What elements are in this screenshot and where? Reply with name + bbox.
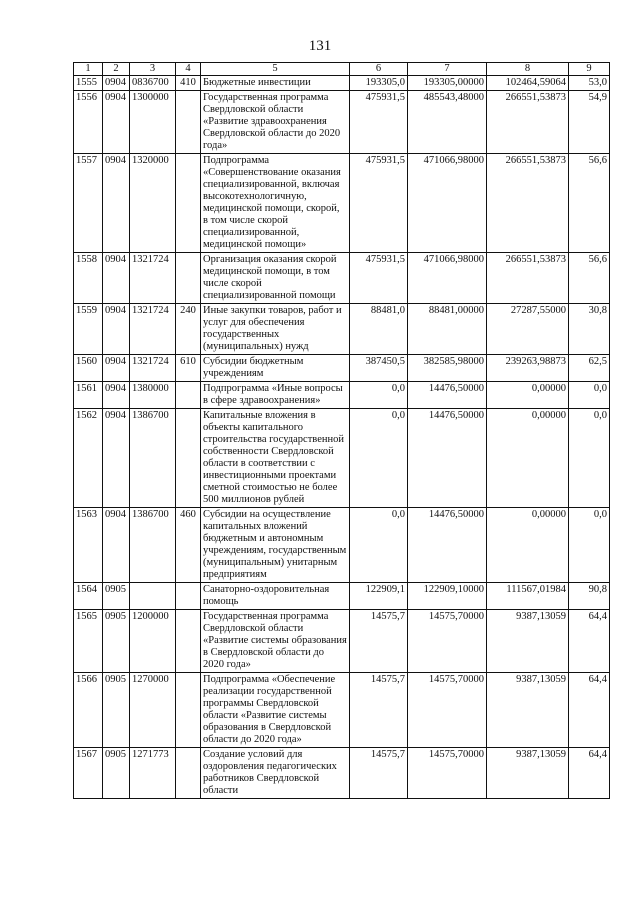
section-code-cell: 0904	[103, 382, 130, 409]
clarified-amount-cell: 14476,50000	[408, 382, 487, 409]
execution-percent-cell: 90,8	[569, 583, 610, 610]
planned-amount-cell: 475931,5	[350, 154, 408, 253]
execution-percent-cell: 62,5	[569, 355, 610, 382]
section-code-cell: 0904	[103, 154, 130, 253]
section-code-cell: 0904	[103, 304, 130, 355]
executed-amount-cell: 9387,13059	[487, 748, 569, 799]
item-name-cell: Санаторно-оздоровительная помощь	[201, 583, 350, 610]
row-number-cell: 1561	[74, 382, 103, 409]
clarified-amount-cell: 471066,98000	[408, 154, 487, 253]
execution-percent-cell: 0,0	[569, 382, 610, 409]
executed-amount-cell: 9387,13059	[487, 610, 569, 673]
column-header: 2	[103, 63, 130, 76]
clarified-amount-cell: 193305,00000	[408, 76, 487, 91]
planned-amount-cell: 88481,0	[350, 304, 408, 355]
item-name-cell: Капитальные вложения в объекты капитального строительства государственной собственности Свердловской области в соответствии с инвестиционными проектами сметной стоимостью не более 500 миллионов рублей	[201, 409, 350, 508]
target-code-cell: 1386700	[130, 409, 176, 508]
executed-amount-cell: 102464,59064	[487, 76, 569, 91]
item-name-cell: Иные закупки товаров, работ и услуг для обеспечения государственных (муниципальных) нужд	[201, 304, 350, 355]
executed-amount-cell: 0,00000	[487, 382, 569, 409]
section-code-cell: 0905	[103, 583, 130, 610]
item-name-cell: Создание условий для оздоровления педагогических работников Свердловской области	[201, 748, 350, 799]
planned-amount-cell: 14575,7	[350, 610, 408, 673]
execution-percent-cell: 0,0	[569, 409, 610, 508]
expense-type-cell: 240	[176, 304, 201, 355]
execution-percent-cell: 54,9	[569, 91, 610, 154]
executed-amount-cell: 266551,53873	[487, 91, 569, 154]
row-number-cell: 1563	[74, 508, 103, 583]
table-row	[74, 304, 610, 355]
clarified-amount-cell: 471066,98000	[408, 253, 487, 304]
clarified-amount-cell: 485543,48000	[408, 91, 487, 154]
clarified-amount-cell: 14575,70000	[408, 610, 487, 673]
expense-type-cell	[176, 409, 201, 508]
executed-amount-cell: 0,00000	[487, 409, 569, 508]
expense-type-cell	[176, 154, 201, 253]
row-number-cell: 1562	[74, 409, 103, 508]
column-header: 7	[408, 63, 487, 76]
table-row	[74, 673, 610, 748]
section-code-cell: 0904	[103, 91, 130, 154]
budget-table	[73, 62, 610, 799]
table-row	[74, 253, 610, 304]
execution-percent-cell: 0,0	[569, 508, 610, 583]
clarified-amount-cell: 382585,98000	[408, 355, 487, 382]
table-header-row	[74, 63, 610, 76]
executed-amount-cell: 239263,98873	[487, 355, 569, 382]
item-name-cell: Государственная программа Свердловской области «Развитие здравоохранения Свердловской области до 2020 года»	[201, 91, 350, 154]
target-code-cell: 1200000	[130, 610, 176, 673]
table-row	[74, 508, 610, 583]
table-row	[74, 154, 610, 253]
target-code-cell: 1320000	[130, 154, 176, 253]
row-number-cell: 1564	[74, 583, 103, 610]
expense-type-cell	[176, 748, 201, 799]
page-number: 131	[308, 38, 332, 54]
execution-percent-cell: 56,6	[569, 154, 610, 253]
item-name-cell: Подпрограмма «Совершенствование оказания специализированной, включая высокотехнологичную, медицинской помощи, скорой, в том числе скорой специализированной, медицинской помощи»	[201, 154, 350, 253]
item-name-cell: Подпрограмма «Обеспечение реализации государственной программы Свердловской области «Развитие системы образования в Свердловской области до 2020 года»	[201, 673, 350, 748]
item-name-cell: Бюджетные инвестиции	[201, 76, 350, 91]
executed-amount-cell: 0,00000	[487, 508, 569, 583]
planned-amount-cell: 475931,5	[350, 91, 408, 154]
target-code-cell: 1380000	[130, 382, 176, 409]
planned-amount-cell: 0,0	[350, 508, 408, 583]
expense-type-cell	[176, 253, 201, 304]
execution-percent-cell: 64,4	[569, 748, 610, 799]
section-code-cell: 0904	[103, 409, 130, 508]
column-header: 1	[74, 63, 103, 76]
section-code-cell: 0905	[103, 748, 130, 799]
execution-percent-cell: 30,8	[569, 304, 610, 355]
item-name-cell: Государственная программа Свердловской области «Развитие системы образования в Свердловской области до 2020 года»	[201, 610, 350, 673]
execution-percent-cell: 64,4	[569, 673, 610, 748]
item-name-cell: Подпрограмма «Иные вопросы в сфере здравоохранения»	[201, 382, 350, 409]
section-code-cell: 0904	[103, 253, 130, 304]
executed-amount-cell: 9387,13059	[487, 673, 569, 748]
row-number-cell: 1557	[74, 154, 103, 253]
clarified-amount-cell: 14476,50000	[408, 409, 487, 508]
planned-amount-cell: 193305,0	[350, 76, 408, 91]
target-code-cell: 0836700	[130, 76, 176, 91]
planned-amount-cell: 14575,7	[350, 748, 408, 799]
clarified-amount-cell: 122909,10000	[408, 583, 487, 610]
execution-percent-cell: 53,0	[569, 76, 610, 91]
target-code-cell: 1321724	[130, 355, 176, 382]
executed-amount-cell: 266551,53873	[487, 154, 569, 253]
target-code-cell: 1300000	[130, 91, 176, 154]
executed-amount-cell: 27287,55000	[487, 304, 569, 355]
section-code-cell: 0904	[103, 508, 130, 583]
column-header: 8	[487, 63, 569, 76]
table-row	[74, 748, 610, 799]
row-number-cell: 1566	[74, 673, 103, 748]
table-row	[74, 91, 610, 154]
table-row	[74, 610, 610, 673]
clarified-amount-cell: 14575,70000	[408, 673, 487, 748]
item-name-cell: Субсидии бюджетным учреждениям	[201, 355, 350, 382]
section-code-cell: 0905	[103, 610, 130, 673]
column-header: 3	[130, 63, 176, 76]
target-code-cell: 1386700	[130, 508, 176, 583]
clarified-amount-cell: 14476,50000	[408, 508, 487, 583]
column-header: 6	[350, 63, 408, 76]
planned-amount-cell: 0,0	[350, 409, 408, 508]
column-header: 5	[201, 63, 350, 76]
row-number-cell: 1555	[74, 76, 103, 91]
target-code-cell: 1321724	[130, 304, 176, 355]
row-number-cell: 1560	[74, 355, 103, 382]
expense-type-cell	[176, 610, 201, 673]
planned-amount-cell: 122909,1	[350, 583, 408, 610]
target-code-cell: 1321724	[130, 253, 176, 304]
target-code-cell: 1271773	[130, 748, 176, 799]
execution-percent-cell: 56,6	[569, 253, 610, 304]
item-name-cell: Организация оказания скорой медицинской помощи, в том числе скорой специализированной помощи	[201, 253, 350, 304]
item-name-cell: Субсидии на осуществление капитальных вложений бюджетным и автономным учреждениям, государственным (муниципальным) унитарным предприятиям	[201, 508, 350, 583]
planned-amount-cell: 387450,5	[350, 355, 408, 382]
expense-type-cell	[176, 673, 201, 748]
column-header: 9	[569, 63, 610, 76]
row-number-cell: 1558	[74, 253, 103, 304]
row-number-cell: 1567	[74, 748, 103, 799]
expense-type-cell: 410	[176, 76, 201, 91]
expense-type-cell: 460	[176, 508, 201, 583]
row-number-cell: 1559	[74, 304, 103, 355]
expense-type-cell	[176, 583, 201, 610]
executed-amount-cell: 111567,01984	[487, 583, 569, 610]
expense-type-cell	[176, 382, 201, 409]
planned-amount-cell: 475931,5	[350, 253, 408, 304]
table-row	[74, 76, 610, 91]
expense-type-cell: 610	[176, 355, 201, 382]
section-code-cell: 0904	[103, 76, 130, 91]
expense-type-cell	[176, 91, 201, 154]
section-code-cell: 0905	[103, 673, 130, 748]
execution-percent-cell: 64,4	[569, 610, 610, 673]
column-header: 4	[176, 63, 201, 76]
table-row	[74, 355, 610, 382]
clarified-amount-cell: 88481,00000	[408, 304, 487, 355]
target-code-cell	[130, 583, 176, 610]
row-number-cell: 1556	[74, 91, 103, 154]
table-row	[74, 409, 610, 508]
clarified-amount-cell: 14575,70000	[408, 748, 487, 799]
table-row	[74, 583, 610, 610]
target-code-cell: 1270000	[130, 673, 176, 748]
executed-amount-cell: 266551,53873	[487, 253, 569, 304]
planned-amount-cell: 0,0	[350, 382, 408, 409]
row-number-cell: 1565	[74, 610, 103, 673]
section-code-cell: 0904	[103, 355, 130, 382]
table-row	[74, 382, 610, 409]
planned-amount-cell: 14575,7	[350, 673, 408, 748]
